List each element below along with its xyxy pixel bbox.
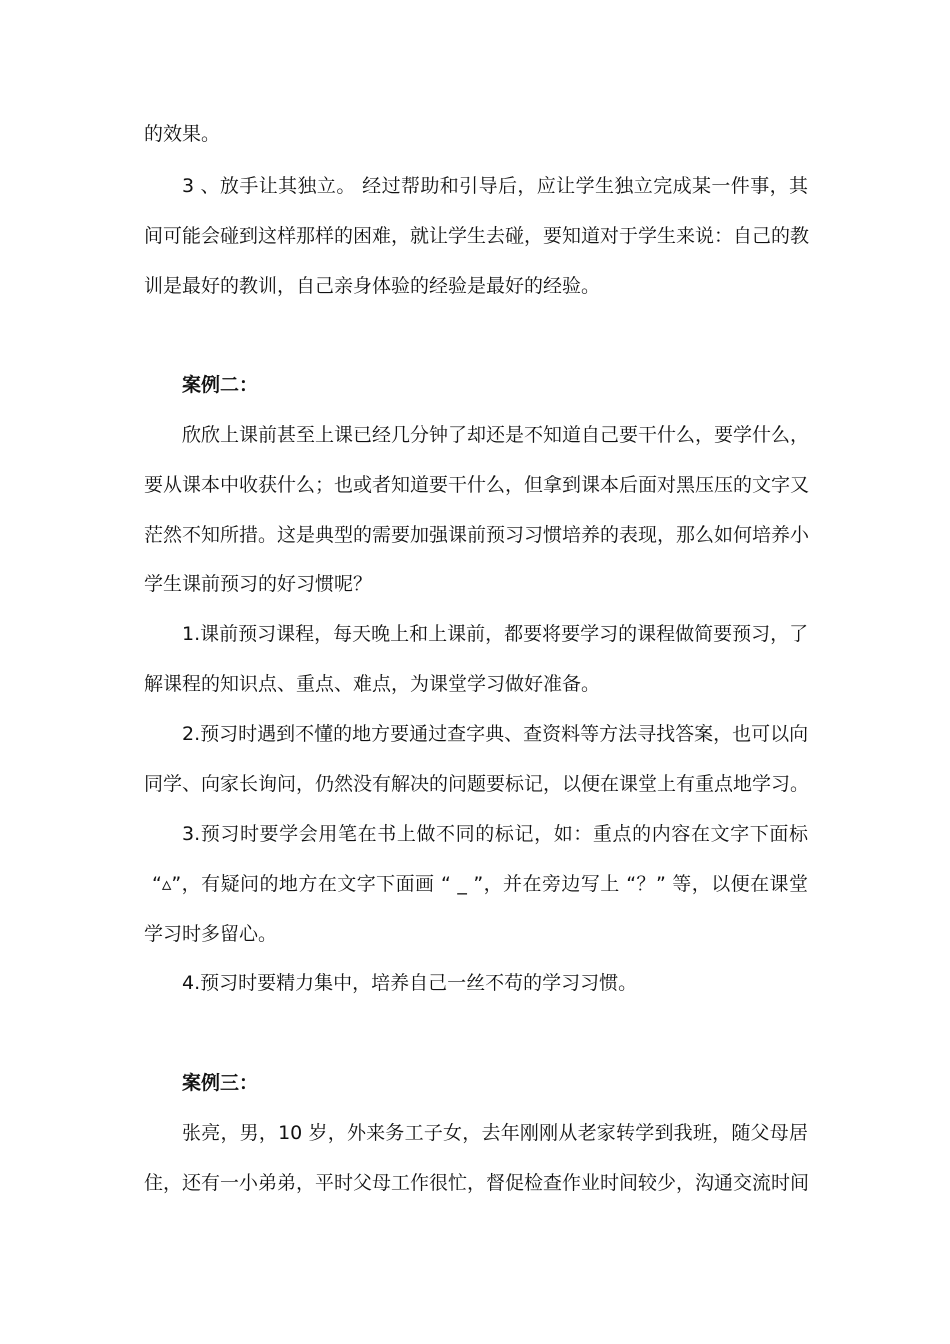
paragraph-line: 要从课本中收获什么；也或者知道要干什么，但拿到课本后面对黑压压的文字又 — [144, 474, 810, 496]
paragraph-line: 3 、放手让其独立。 经过帮助和引导后，应让学生独立完成某一件事，其 — [182, 175, 808, 197]
paragraph-line: 住，还有一小弟弟，平时父母工作很忙，督促检查作业时间较少，沟通交流时间 — [144, 1172, 810, 1194]
list-item-line: 解课程的知识点、重点、难点，为课堂学习做好准备。 — [144, 673, 601, 695]
section-heading: 案例三： — [182, 1072, 259, 1094]
paragraph-line: 间可能会碰到这样那样的困难，就让学生去碰，要知道对于学生来说：自己的教 — [144, 225, 810, 247]
paragraph-line: 欣欣上课前甚至上课已经几分钟了却还是不知道自己要干什么，要学什么， — [182, 424, 810, 446]
list-item-line: 4.预习时要精力集中，培养自己一丝不苟的学习习惯。 — [182, 972, 638, 994]
list-item-line: 同学、向家长询问，仍然没有解决的问题要标记，以便在课堂上有重点地学习。 — [144, 773, 810, 795]
list-item-line: 学习时多留心。 — [144, 923, 278, 945]
paragraph-line: 张亮，男，10 岁，外来务工子女，去年刚刚从老家转学到我班，随父母居 — [182, 1122, 808, 1144]
section-heading: 案例二： — [182, 374, 259, 396]
paragraph-line: 茫然不知所措。这是典型的需要加强课前预习习惯培养的表现，那么如何培养小 — [144, 524, 810, 546]
list-item-line: 1.课前预习课程，每天晚上和上课前，都要将要学习的课程做简要预习，了 — [182, 623, 809, 645]
paragraph-line: 学生课前预习的好习惯呢？ — [144, 573, 373, 595]
paragraph-line: 的效果。 — [144, 123, 221, 145]
list-item-line: 2.预习时遇到不懂的地方要通过查字典、查资料等方法寻找答案，也可以向 — [182, 723, 809, 745]
list-item-line: 3.预习时要学会用笔在书上做不同的标记，如：重点的内容在文字下面标 — [182, 823, 808, 845]
list-item-line: “▵”，有疑问的地方在文字下面画 “ _ ”，并在旁边写上 “？” 等，以便在课堂 — [152, 873, 808, 895]
paragraph-line: 训是最好的教训，自己亲身体验的经验是最好的经验。 — [144, 275, 601, 297]
